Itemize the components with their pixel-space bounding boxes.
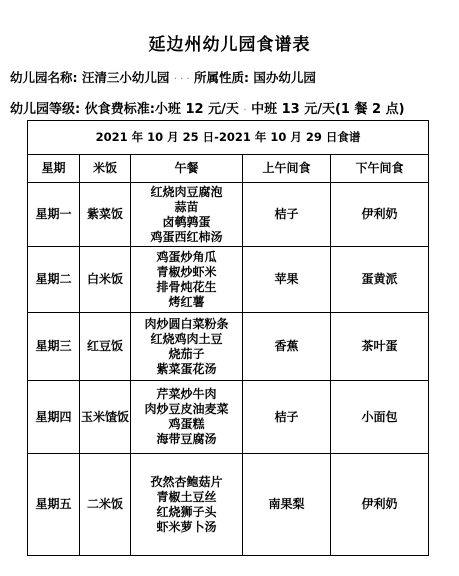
row-lunch [131,183,243,247]
row-lunch [131,381,243,454]
lunch-dish: 芹菜炒牛肉 [156,387,217,401]
menu-table [27,120,429,556]
lunch-dish: 排骨炖花生 [156,279,217,294]
row-pm-snack: 伊利奶 [361,497,398,511]
lunch-dish: 红烧鸡肉土豆 [150,331,223,346]
row-rice: 红豆饭 [80,313,131,381]
dots-mark-2: · [243,105,247,116]
row-pm-snack: 伊利奶 [331,183,428,247]
info-line-name [10,68,316,86]
header-rice: 米饭 [80,155,131,183]
row-day: 星期三 [28,313,80,381]
row-day: 星期五 [28,454,80,555]
page-title: 延边州幼儿园食谱表 [148,35,311,55]
nature-value: 国办幼儿园 [253,70,316,85]
header-day: 星期 [28,155,80,183]
lunch-dish: 鸡蛋炒角瓜 [156,249,217,264]
dots-mark: · · · [173,74,190,85]
row-rice: 紫菜饭 [80,183,131,247]
lunch-dish: 蒜苗 [174,199,199,214]
lunch-dish: 鸡蛋西红柿汤 [150,229,223,244]
row-lunch [131,247,243,313]
row-am-snack: 桔子 [243,381,331,454]
header-pm-snack: 下午间食 [331,155,428,183]
kindergarten-name-value: 汪清三小幼儿园 [81,70,170,85]
lunch-dish: 烧茄子 [168,346,205,361]
lunch-dish: 虾米萝卜汤 [156,519,217,534]
lunch-dish: 海带豆腐汤 [156,432,217,446]
lunch-dish: 红烧肉豆腐泡 [150,184,223,199]
lunch-dish: 紫菜蛋花汤 [156,361,217,376]
row-day: 星期四 [28,381,80,454]
lunch-dish: 孜然杏鲍菇片 [150,474,223,489]
date-range: 2021 年 10 月 25 日-2021 年 10 月 29 日食谱 [28,121,428,155]
header-am-snack: 上午间食 [243,155,331,183]
lunch-dish: 青椒炒虾米 [156,264,217,279]
nature-label: 所属性质: [194,70,249,85]
row-lunch [131,313,243,381]
row-rice: 二米饭 [80,454,131,555]
row-pm-snack: 茶叶蛋 [331,313,428,381]
row-rice: 玉米馇饭 [80,381,131,454]
row-rice: 白米饭 [80,247,131,313]
fee-text-2: 中班 13 元/天(1 餐 2 点) [251,102,405,117]
kindergarten-name-label: 幼儿园名称: [10,70,78,85]
lunch-dish: 肉炒圆白菜粉条 [144,316,229,331]
level-label: 幼儿园等级: [10,102,81,117]
lunch-dish: 青椒土豆丝 [156,489,217,504]
row-pm-snack: 蛋黄派 [331,247,428,313]
lunch-dish: 卤鹌鹑蛋 [162,214,211,229]
lunch-dish: 烤红薯 [168,294,205,309]
row-am-snack: 南果梨 [243,454,331,555]
info-line-level [10,98,405,117]
row-lunch [131,454,243,555]
row-day: 星期二 [28,247,80,313]
lunch-dish: 肉炒豆皮油麦菜 [144,402,229,416]
header-lunch: 午餐 [131,155,243,183]
fee-text: 伙食费标准:小班 12 元/天 [84,102,239,117]
lunch-dish: 鸡蛋糕 [168,417,205,431]
row-am-snack: 苹果 [243,247,331,313]
row-am-snack: 桔子 [243,183,331,247]
row-pm-snack: 小面包 [331,381,428,454]
row-am-snack: 香蕉 [243,313,331,381]
lunch-dish: 红烧狮子头 [156,504,217,519]
row-day: 星期一 [28,183,80,247]
